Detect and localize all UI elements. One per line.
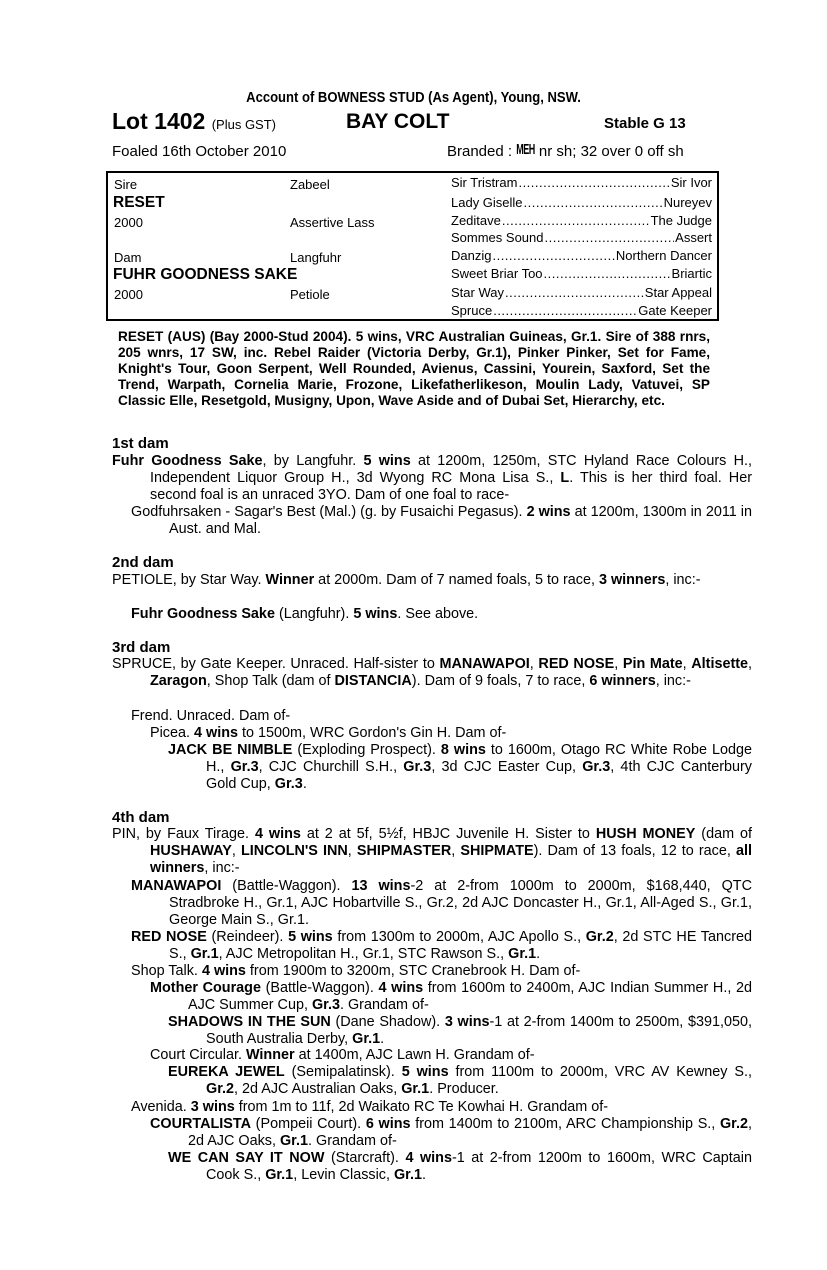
third-dam-text: SPRUCE, by Gate Keeper. Unraced. Half-sister to MANAWAPOI, RED NOSE, Pin Mate, Altisette, Zaragon, Shop Talk (dam of DISTANCIA). Dam of 9 foals, 7 to race, 6 winners, inc:- <box>112 656 753 689</box>
sire-name: RESET <box>113 194 165 211</box>
fourth-dam-foal-manawapoi: MANAWAPOI (Battle-Waggon). 13 wins-2 at 2-from 1000m to 2000m, $168,440, QTC Stradbroke H., Gr.1, AJC Hobartville S., Gr.2, 2d AJC Doncaster H., Gr.1, All-Aged S., Gr.1, George Main S., Gr.1. <box>131 878 752 928</box>
second-dam-text: PETIOLE, by Star Way. Winner at 2000m. Dam of 7 named foals, 5 to race, 3 winners, inc:- <box>112 572 701 588</box>
lot-title: BAY COLT <box>346 110 450 133</box>
dam-sire: Langfuhr <box>290 250 342 265</box>
sire-sire: Zabeel <box>290 177 330 192</box>
first-dam-foal: Godfuhrsaken - Sagar's Best (Mal.) (g. by Fusaichi Pegasus). 2 wins at 1200m, 1300m in 2011 in Aust. and Mal. <box>131 504 752 537</box>
third-dam-foal-picea: Picea. 4 wins to 1500m, WRC Gordon's Gin H. Dam of- <box>150 725 507 741</box>
dam-label: Dam <box>114 250 142 265</box>
fourth-dam-text: PIN, by Faux Tirage. 4 wins at 2 at 5f, 5½f, HBJC Juvenile H. Sister to HUSH MONEY (dam of HUSHAWAY, LINCOLN'S INN, SHIPMASTER, SHIPMATE). Dam of 13 foals, 12 to race, all winners, inc:- <box>112 826 753 876</box>
lot-gst-note: (Plus GST) <box>211 117 277 132</box>
second-dam-foal: Fuhr Goodness Sake (Langfuhr). 5 wins. See above. <box>131 606 479 622</box>
ancestor-row: Zeditave ..... The Judge <box>451 213 712 228</box>
branded-prefix: Branded : <box>447 143 513 160</box>
third-dam-foal-frend: Frend. Unraced. Dam of- <box>131 708 291 724</box>
sire-year: 2000 <box>114 215 143 230</box>
fourth-dam-foal-courtalista: COURTALISTA (Pompeii Court). 6 wins from 1400m to 2100m, ARC Championship S., Gr.2, 2d AJC Oaks, Gr.1. Grandam of- <box>150 1116 752 1149</box>
fourth-dam-foal-red-nose: RED NOSE (Reindeer). 5 wins from 1300m to 2000m, AJC Apollo S., Gr.2, 2d STC HE Tancred S., Gr.1, AJC Metropolitan H., Gr.1, STC Rawson S., Gr.1. <box>131 929 752 962</box>
fourth-dam-foal-we-can-say: WE CAN SAY IT NOW (Starcraft). 4 wins-1 at 2-from 1200m to 1600m, WRC Captain Cook S., Gr.1, Levin Classic, Gr.1. <box>168 1150 752 1183</box>
ancestor-row: Spruce ..... Gate Keeper <box>451 303 712 318</box>
third-dam-foal-jack: JACK BE NIMBLE (Exploding Prospect). 8 wins to 1600m, Otago RC White Robe Lodge H., Gr.3, CJC Churchill S.H., Gr.3, 3d CJC Easter Cup, Gr.3, 4th CJC Canterbury Gold Cup, Gr.3. <box>168 742 753 792</box>
ancestor-row: Sweet Briar Too ..... Briartic <box>451 266 712 281</box>
branded-suffix: nr sh; 32 over 0 off sh <box>538 143 684 160</box>
ancestor-row: Sommes Sound ..... Assert <box>451 230 712 245</box>
fourth-dam-foal-shop-talk: Shop Talk. 4 wins from 1900m to 3200m, STC Cranebrook H. Dam of- <box>131 963 581 979</box>
sire-summary: RESET (AUS) (Bay 2000-Stud 2004). 5 wins, VRC Australian Guineas, Gr.1. Sire of 388 rnrs, 205 wnrs, 17 SW, inc. Rebel Raider (Victoria Derby, Gr.1), Pinker Pinker, Set for Fame, Knight's Tour, Goon Serpent, Well Rounded, Avienus, Cassini, Yourein, Saxford, Set the Trend, Warpath, Cornelia Marie, Frozone, Likefatherlikeson, Moulin Lady, Vatuvei, SP Classic Elle, Resetgold, Musigny, Upon, Wave Aside and of Dubai Set, Hierarchy, etc. <box>118 329 710 408</box>
fourth-dam-foal-avenida: Avenida. 3 wins from 1m to 11f, 2d Waikato RC Te Kowhai H. Grandam of- <box>131 1099 608 1115</box>
second-dam-heading: 2nd dam <box>112 554 174 571</box>
sire-label: Sire <box>114 177 138 192</box>
dam-dam: Petiole <box>290 287 330 302</box>
lot-label: Lot 1402 <box>112 108 206 134</box>
stable-number: Stable G 13 <box>604 115 686 132</box>
fourth-dam-heading: 4th dam <box>112 809 170 826</box>
ancestor-row: Star Way ..... Star Appeal <box>451 285 712 300</box>
fourth-dam-foal-eureka: EUREKA JEWEL (Semipalatinsk). 5 wins from 1100m to 2000m, VRC AV Kewney S., Gr.2, 2d AJC Australian Oaks, Gr.1. Producer. <box>168 1064 752 1097</box>
sire-dam: Assertive Lass <box>290 215 375 230</box>
fourth-dam-foal-mother-courage: Mother Courage (Battle-Waggon). 4 wins from 1600m to 2400m, AJC Indian Summer H., 2d AJC Summer Cup, Gr.3. Grandam of- <box>150 980 752 1013</box>
dam-year: 2000 <box>114 287 143 302</box>
lot-number <box>112 108 276 135</box>
branded-info <box>447 143 684 160</box>
first-dam-text: Fuhr Goodness Sake, by Langfuhr. 5 wins at 1200m, 1250m, STC Hyland Race Colours H., Independent Liquor Group H., 3d Wyong RC Mona Lisa S., L. This is her third foal. Her second foal is an unraced 3YO. Dam of one foal to race- <box>112 453 752 503</box>
third-dam-heading: 3rd dam <box>112 639 171 656</box>
fourth-dam-foal-court-circular: Court Circular. Winner at 1400m, AJC Lawn H. Grandam of- <box>150 1047 535 1063</box>
first-dam-heading: 1st dam <box>112 435 169 452</box>
dam-name: FUHR GOODNESS SAKE <box>113 266 298 283</box>
fourth-dam-foal-shadows: SHADOWS IN THE SUN (Dane Shadow). 3 wins-1 at 2-from 1400m to 2500m, $391,050, South Australia Derby, Gr.1. <box>168 1014 753 1047</box>
vendor-account: Account of BOWNESS STUD (As Agent), Young, NSW. <box>246 90 581 106</box>
ancestor-row: Sir Tristram ..... Sir Ivor <box>451 175 712 190</box>
ancestor-row: Danzig ..... Northern Dancer <box>451 248 712 263</box>
ancestor-row: Lady Giselle ..... Nureyev <box>451 195 712 210</box>
foaled-date: Foaled 16th October 2010 <box>112 143 287 160</box>
brand-mark: MEH <box>516 141 535 157</box>
